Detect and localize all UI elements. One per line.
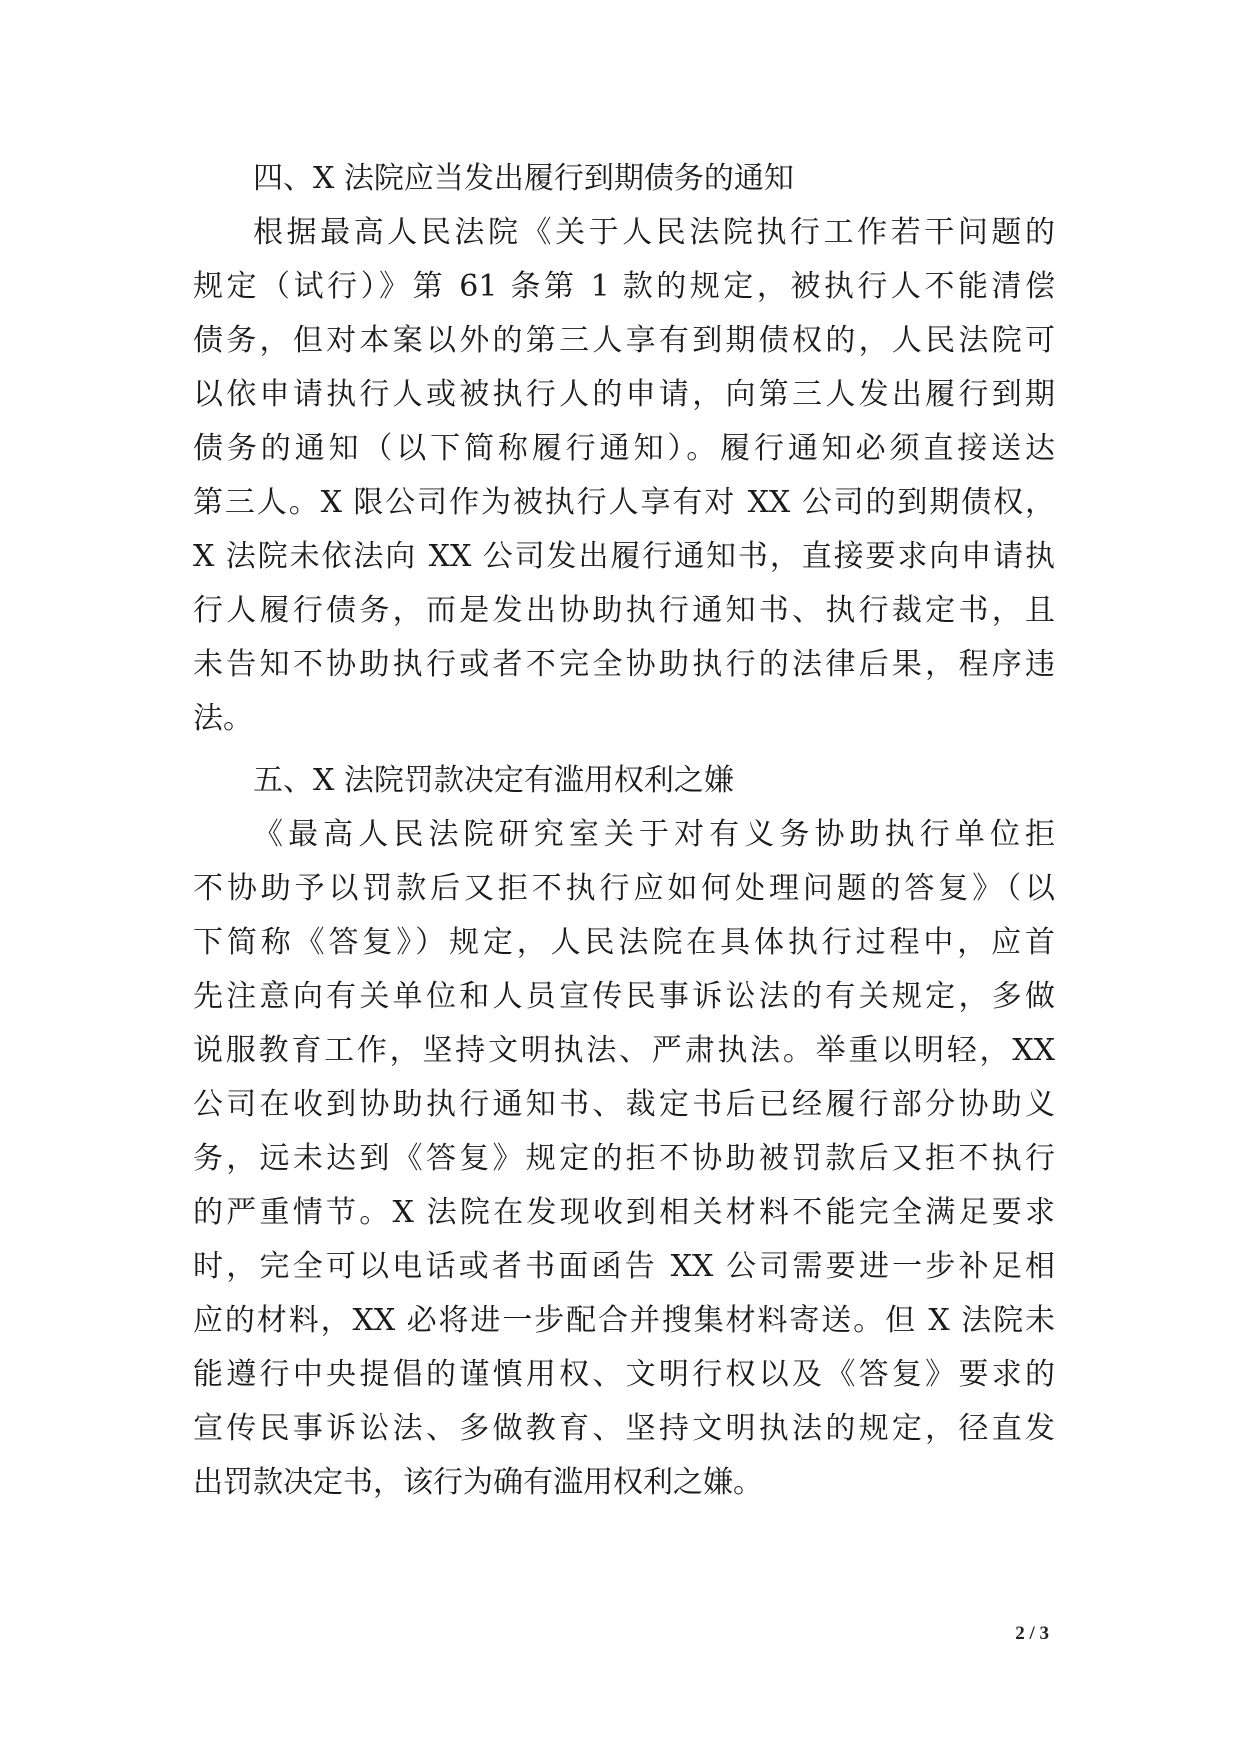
paragraph-line: 未告知不协助执行或者不完全协助执行的法律后果，程序违 bbox=[193, 647, 1055, 682]
paragraph-line: 下简称《答复》）规定，人民法院在具体执行过程中，应首 bbox=[193, 925, 1055, 960]
document-body bbox=[193, 152, 1055, 1510]
paragraph-line: 第三人。X 限公司作为被执行人享有对 XX 公司的到期债权， bbox=[193, 485, 1055, 520]
paragraph-line: 能遵行中央提倡的谨慎用权、文明行权以及《答复》要求的 bbox=[193, 1357, 1055, 1392]
paragraph-line: 不协助予以罚款后又拒不执行应如何处理问题的答复》（以 bbox=[193, 871, 1055, 906]
paragraph-line: 规定（试行）》第 61 条第 1 款的规定，被执行人不能清偿 bbox=[193, 269, 1055, 304]
paragraph-line: 根据最高人民法院《关于人民法院执行工作若干问题的 bbox=[253, 215, 1055, 250]
paragraph-line: 《最高人民法院研究室关于对有义务协助执行单位拒 bbox=[253, 817, 1055, 852]
section-5-paragraph bbox=[193, 808, 1055, 1510]
paragraph-line: 行人履行债务，而是发出协助执行通知书、执行裁定书，且 bbox=[193, 593, 1055, 628]
paragraph-line: 时，完全可以电话或者书面函告 XX 公司需要进一步补足相 bbox=[193, 1249, 1055, 1284]
paragraph-line: 债务，但对本案以外的第三人享有到期债权的，人民法院可 bbox=[193, 323, 1055, 358]
section-4-paragraph bbox=[193, 206, 1055, 746]
paragraph-line: 法。 bbox=[193, 701, 253, 736]
paragraph-line: 应的材料，XX 必将进一步配合并搜集材料寄送。但 X 法院未 bbox=[193, 1303, 1055, 1338]
paragraph-line: 说服教育工作，坚持文明执法、严肃执法。举重以明轻，XX bbox=[193, 1033, 1055, 1068]
paragraph-line: 公司在收到协助执行通知书、裁定书后已经履行部分协助义 bbox=[193, 1087, 1055, 1122]
paragraph-line: 务，远未达到《答复》规定的拒不协助被罚款后又拒不执行 bbox=[193, 1141, 1055, 1176]
paragraph-line: 的严重情节。X 法院在发现收到相关材料不能完全满足要求 bbox=[193, 1195, 1055, 1230]
section-heading-4: 四、X 法院应当发出履行到期债务的通知 bbox=[253, 161, 794, 196]
paragraph-line: 宣传民事诉讼法、多做教育、坚持文明执法的规定，径直发 bbox=[193, 1411, 1055, 1446]
section-heading-5: 五、X 法院罚款决定有滥用权利之嫌 bbox=[253, 763, 734, 798]
page-number: 2 / 3 bbox=[1015, 1623, 1049, 1644]
paragraph-line: 先注意向有关单位和人员宣传民事诉讼法的有关规定，多做 bbox=[193, 979, 1055, 1014]
paragraph-line: 债务的通知（以下简称履行通知）。履行通知必须直接送达 bbox=[193, 431, 1055, 466]
paragraph-line: 以依申请执行人或被执行人的申请，向第三人发出履行到期 bbox=[193, 377, 1055, 412]
paragraph-line: X 法院未依法向 XX 公司发出履行通知书，直接要求向申请执 bbox=[193, 539, 1055, 574]
paragraph-line: 出罚款决定书，该行为确有滥用权利之嫌。 bbox=[193, 1465, 763, 1500]
